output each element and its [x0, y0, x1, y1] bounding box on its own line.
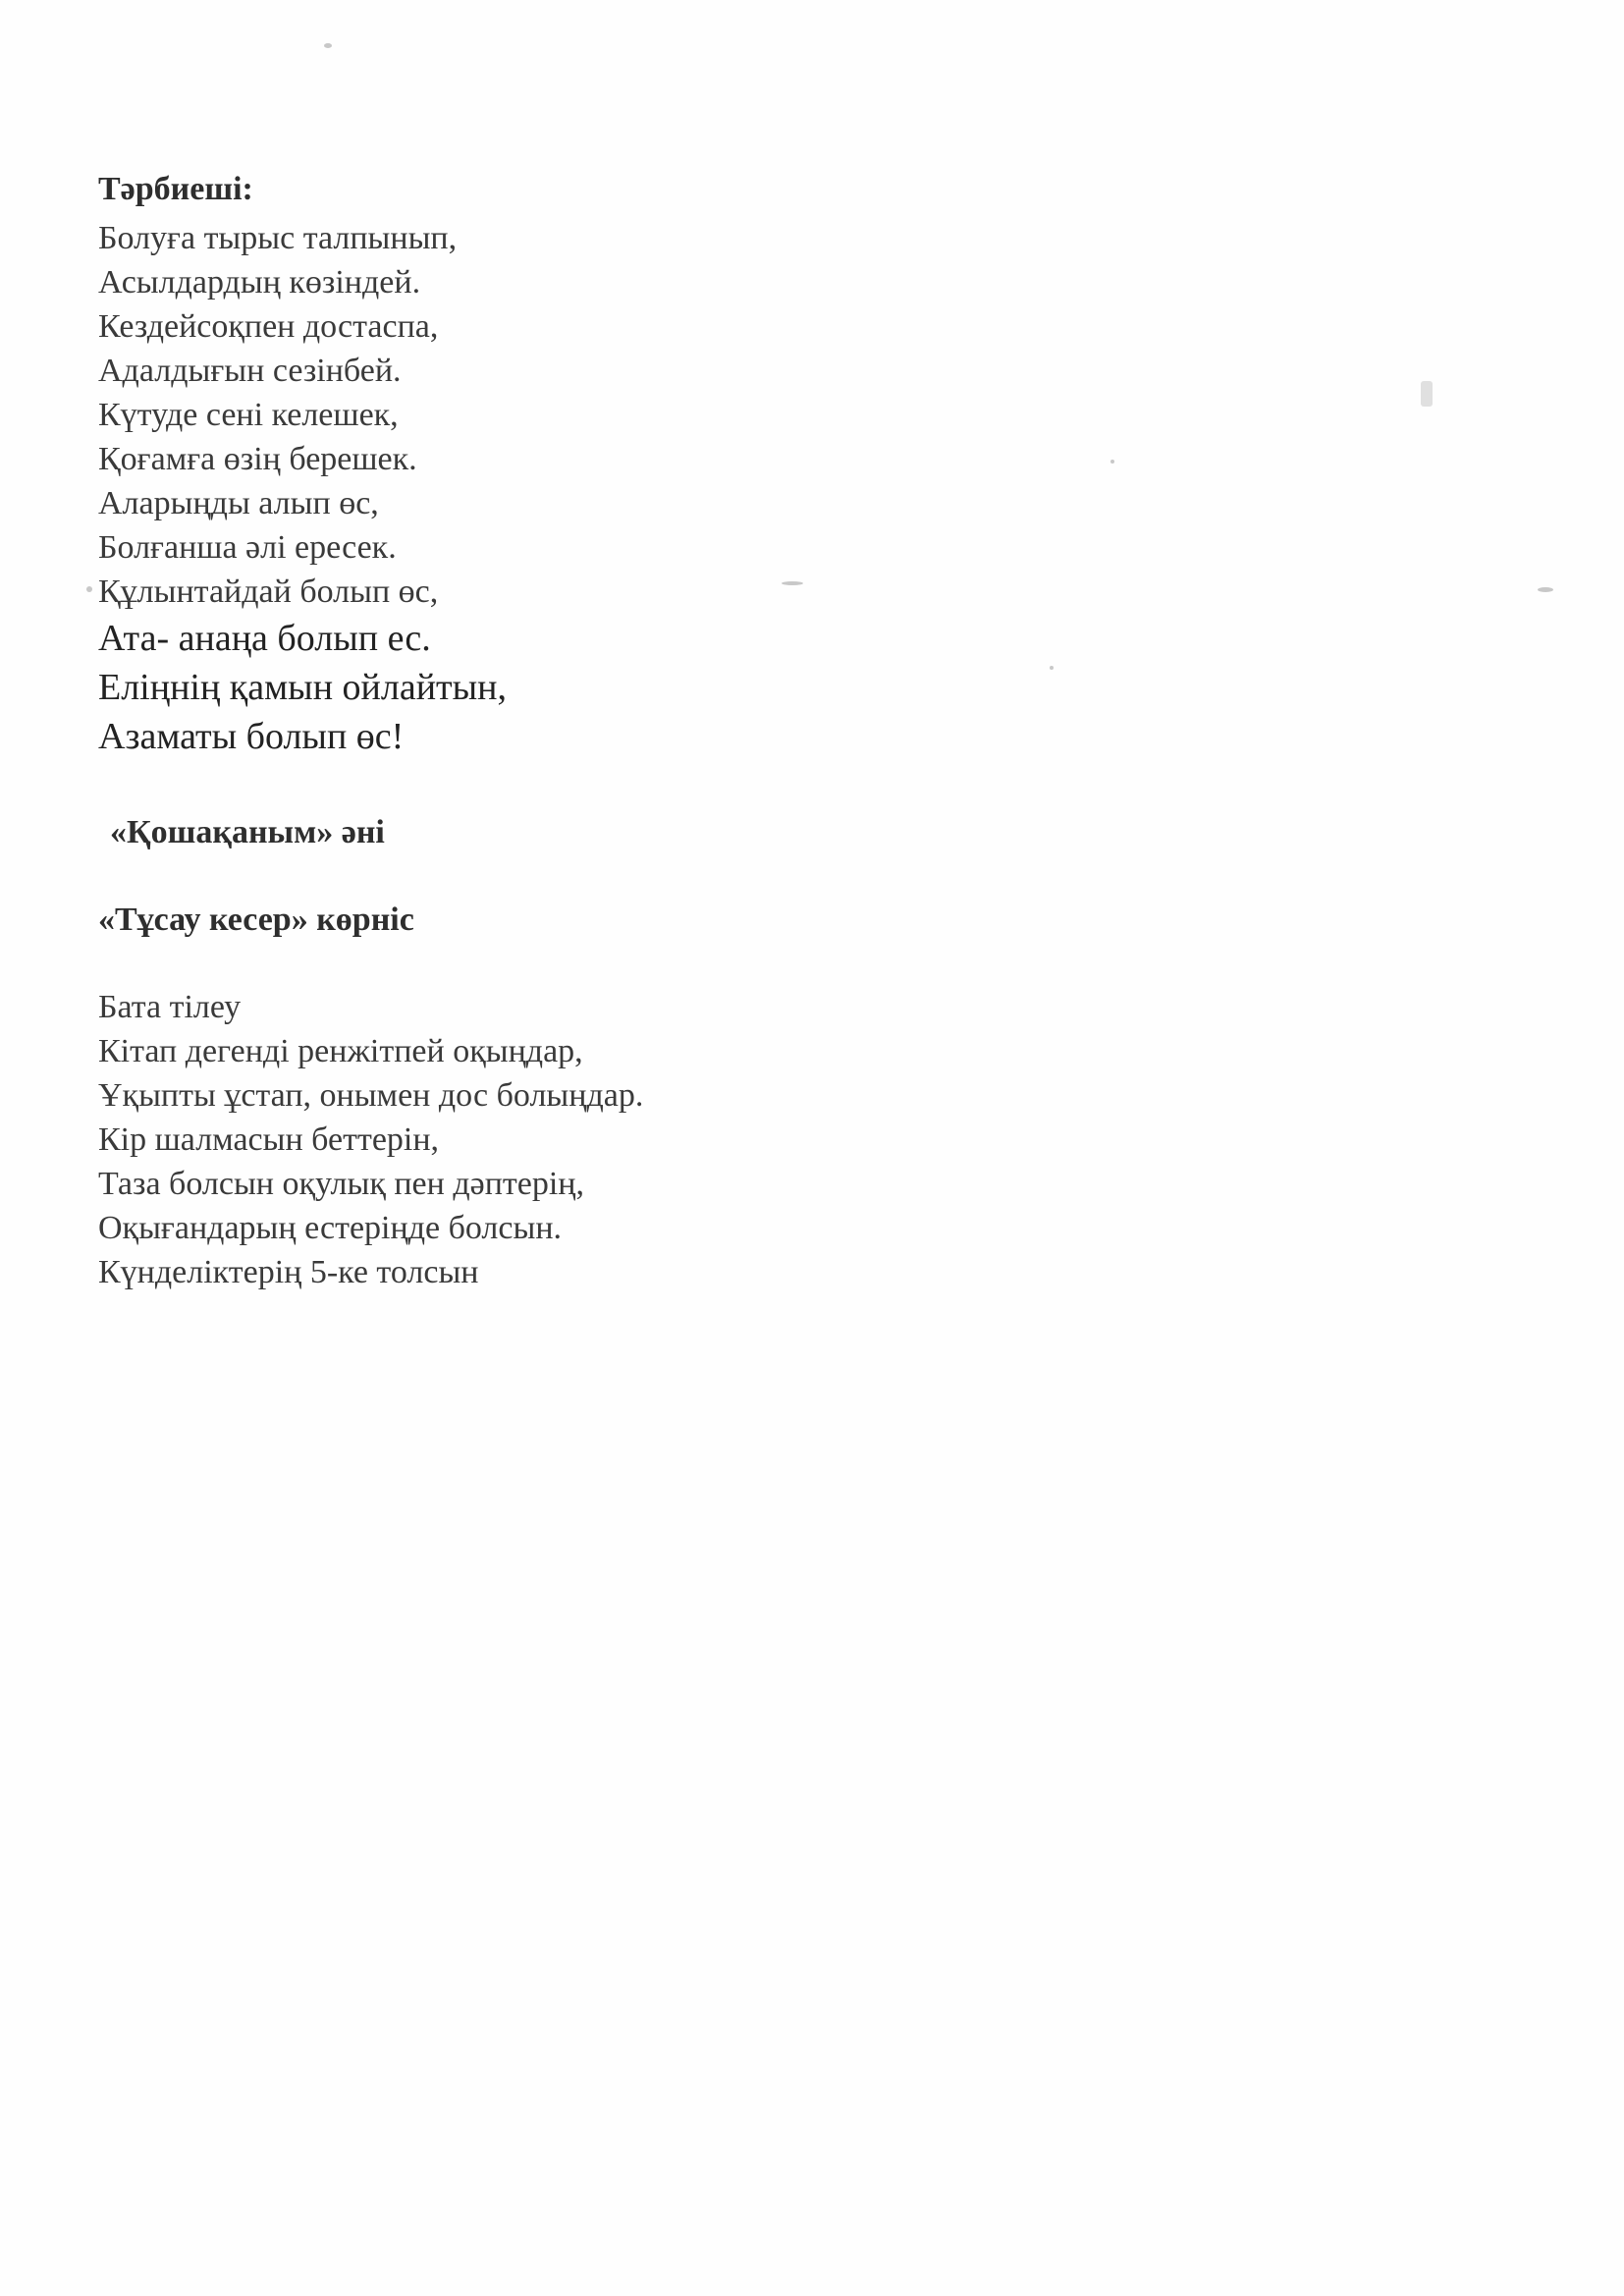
poem-line: Болғанша әлі ересек.	[98, 529, 397, 566]
poem-line: Кездейсоқпен достаспа,	[98, 308, 439, 345]
poem-line: Құлынтайдай болып өс,	[98, 574, 439, 610]
scan-speck	[1050, 666, 1054, 670]
blessing-line: Бата тілеу	[98, 989, 242, 1025]
poem	[98, 216, 507, 761]
scan-speck	[782, 581, 803, 585]
blessing-line: Таза болсын оқулық пен дәптерің,	[98, 1166, 584, 1202]
scan-speck	[1421, 381, 1433, 407]
poem-line: Асылдардың көзіндей.	[98, 264, 421, 301]
blessing-line: Оқығандарың естеріңде болсын.	[98, 1210, 563, 1246]
blessing	[98, 985, 643, 1294]
blessing-line: Кітап дегенді ренжітпей оқыңдар,	[98, 1033, 583, 1069]
scene-title: «Тұсау кесер» көрніс	[98, 902, 414, 938]
scan-speck	[1538, 587, 1553, 592]
blessing-line: Кір шалмасын беттерін,	[98, 1121, 440, 1158]
blessing-line: Ұқыпты ұстап, онымен дос болыңдар.	[98, 1077, 644, 1114]
song-title: «Қошақаным» әні	[110, 814, 385, 850]
poem-line: Еліңнің қамын ойлайтын,	[98, 667, 508, 708]
poem-line: Азаматы болып өс!	[98, 716, 405, 757]
poem-line: Адалдығын сезінбей.	[98, 353, 402, 389]
blessing-line: Күнделіктерің 5-ке толсын	[98, 1254, 479, 1290]
poem-line: Қоғамға өзің берешек.	[98, 441, 417, 477]
poem-line: Күтуде сені келешек,	[98, 397, 399, 433]
speaker-label: Тәрбиеші:	[98, 171, 253, 207]
poem-line: Ата- анаңа болып ес.	[98, 618, 431, 659]
scan-speck	[324, 43, 332, 48]
poem-line: Аларыңды алып өс,	[98, 485, 379, 521]
poem-line: Болуға тырыс талпынып,	[98, 220, 458, 256]
scan-speck	[86, 586, 92, 592]
scan-speck	[1110, 460, 1114, 464]
